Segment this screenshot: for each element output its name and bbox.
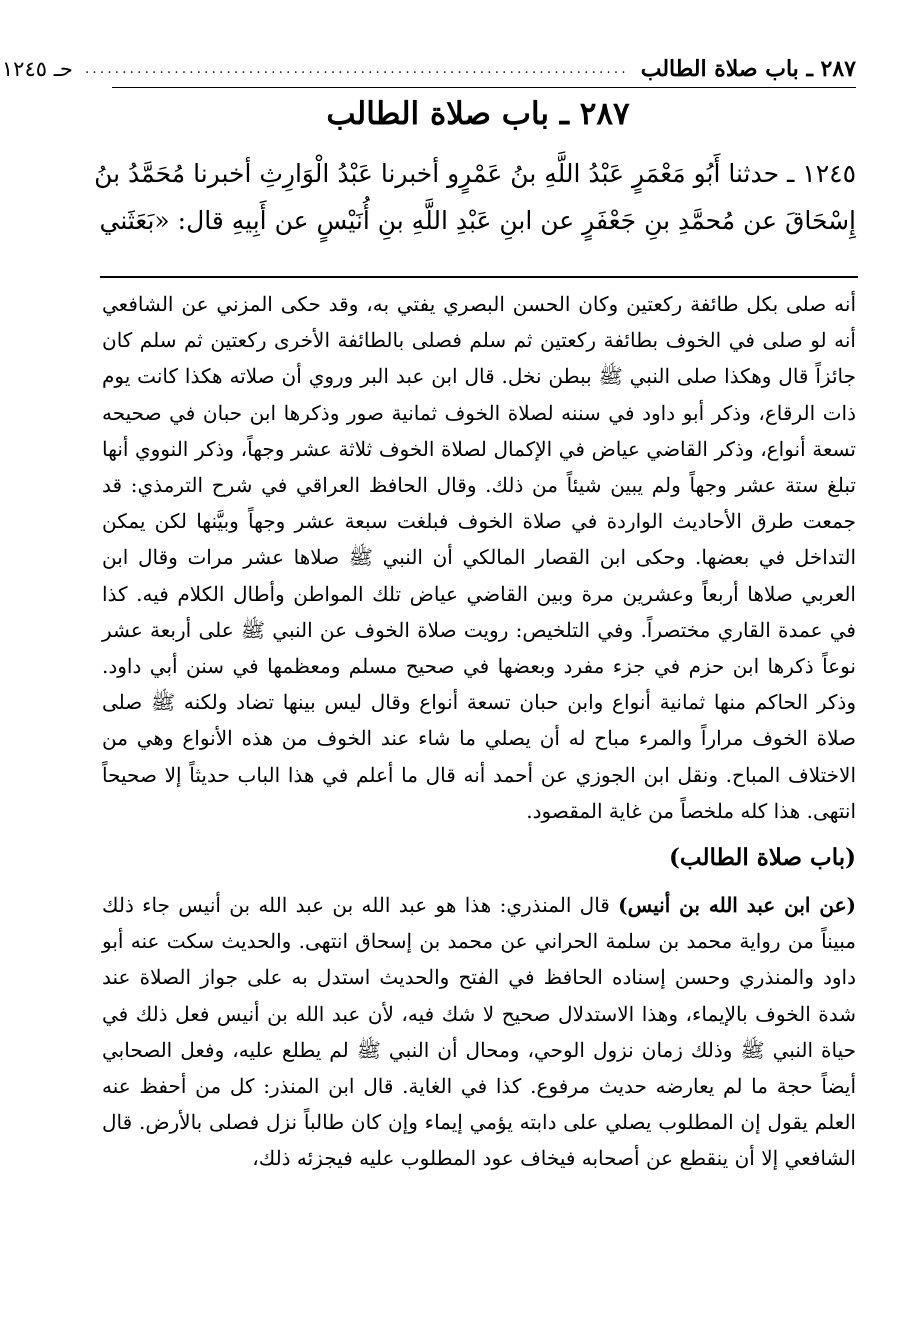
sub-heading: (باب صلاة الطالب) [668,844,856,872]
running-head-chapter: ٢٨٧ ـ باب صلاة الطالب [640,56,856,82]
chapter-title: ٢٨٧ ـ باب صلاة الطالب [326,96,630,132]
separator-rule [100,276,858,278]
running-head [1,52,856,86]
commentary-paragraph-1: أنه صلى بكل طائفة ركعتين وكان الحسن البصري يفتي به، وقد حكى المزني عن الشافعي أنه لو صلى في الخوف بطائفة ركعتين ثم سلم فصلى بالطائفة الأخرى ركعتين ثم سلم كان جائزاً قال وهكذا صلى النبي ﷺ ببطن نخل. قال ابن عبد البر وروي أن صلاته هكذا كانت يوم ذات الرقاع، وذكر أبو داود في سننه لصلاة الخوف ثمانية صور وذكرها ابن حبان في صحيحه تسعة أنواع، وذكر القاضي عياض في الإكمال لصلاة الخوف ثلاثة عشر وجهاً، وذكر النووي أنها تبلغ ستة عشر وجهاً ولم يبين شيئاً من ذلك. وقال الحافظ العراقي في شرح الترمذي: قد جمعت طرق الأحاديث الواردة في صلاة الخوف فبلغت سبعة عشر وجهاً وبيَّنها لكن يمكن التداخل في بعضها. وحكى ابن القصار المالكي أن النبي ﷺ صلاها عشر مرات وقال ابن العربي صلاها أربعاً وعشرين مرة وبين القاضي عياض تلك المواطن وأطال الكلام فيه. كذا في عمدة القاري مختصراً. وفي التلخيص: رويت صلاة الخوف عن النبي ﷺ على أربعة عشر نوعاً ذكرها ابن حزم في جزء مفرد وبعضها في صحيح مسلم ومعظمها في سنن أبي داود. وذكر الحاكم منها ثمانية أنواع وابن حبان تسعة أنواع وقال ليس بينها تضاد ولكنه ﷺ صلى صلاة الخوف مراراً والمرء مباح له أن يصلي ما شاء عند الخوف من هذه الأنواع وهي من الاختلاف المباح. ونقل ابن الجوزي عن أحمد أنه قال ما أعلم في هذا الباب حديثاً إلا صحيحاً انتهى. هذا كله ملخصاً من غاية المقصود. [102,292,857,823]
hadith-line-2: إِسْحَاقَ عن مُحمَّدِ بنِ جَعْفَرٍ عن ابنِ عَبْدِ اللَّهِ بنِ أُنَيْسٍ عن أَبِيهِ قال: «بَعَثَني [99,206,856,235]
leader-dots: ......................................................................... [84,61,629,77]
commentary-paragraph-2-text: قال المنذري: هذا هو عبد الله بن عبد الله بن أنيس جاء ذلك مبيناً من رواية محمد بن سلمة الحراني عن محمد بن إسحاق انتهى. والحديث سكت عنه أبو داود والمنذري وحسن إسناده الحافظ في الفتح والحديث استدل به على جواز الصلاة عند شدة الخوف بالإيماء، وهذا الاستدلال صحيح لا شك فيه، لأن عبد الله بن أنيس فعل ذلك في حياة النبي ﷺ وذلك زمان نزول الوحي، ومحال أن النبي ﷺ لم يطلع عليه، وفعل الصحابي أيضاً حجة ما لم يعارضه حديث مرفوع. كذا في الغاية. قال ابن المنذر: كل من أحفظ عنه العلم يقول إن المطلوب يصلي على دابته يؤمي إيماء وإن كان طالباً نزل فصلى بالأرض. قال الشافعي إلا أن ينقطع عن أصحابه فيخاف عود المطلوب عليه فيجزئه ذلك، [102,893,856,1171]
commentary [102,286,856,1177]
commentary-paragraph-2 [102,887,856,1177]
hadith-text [94,150,856,244]
lemma: (عن ابن عبد الله بن أنيس) [618,893,856,918]
hadith-line-1: ١٢٤٥ ـ حدثنا أَبُو مَعْمَرٍ عَبْدُ اللَّهِ بنُ عَمْرٍو أخبرنا عَبْدُ الْوَارِثِ أخبرنا مُحَمَّدُ بنُ [94,159,856,188]
running-head-hadith-ref: حـ ١٢٤٥ [1,57,73,81]
header-rule [112,87,856,88]
